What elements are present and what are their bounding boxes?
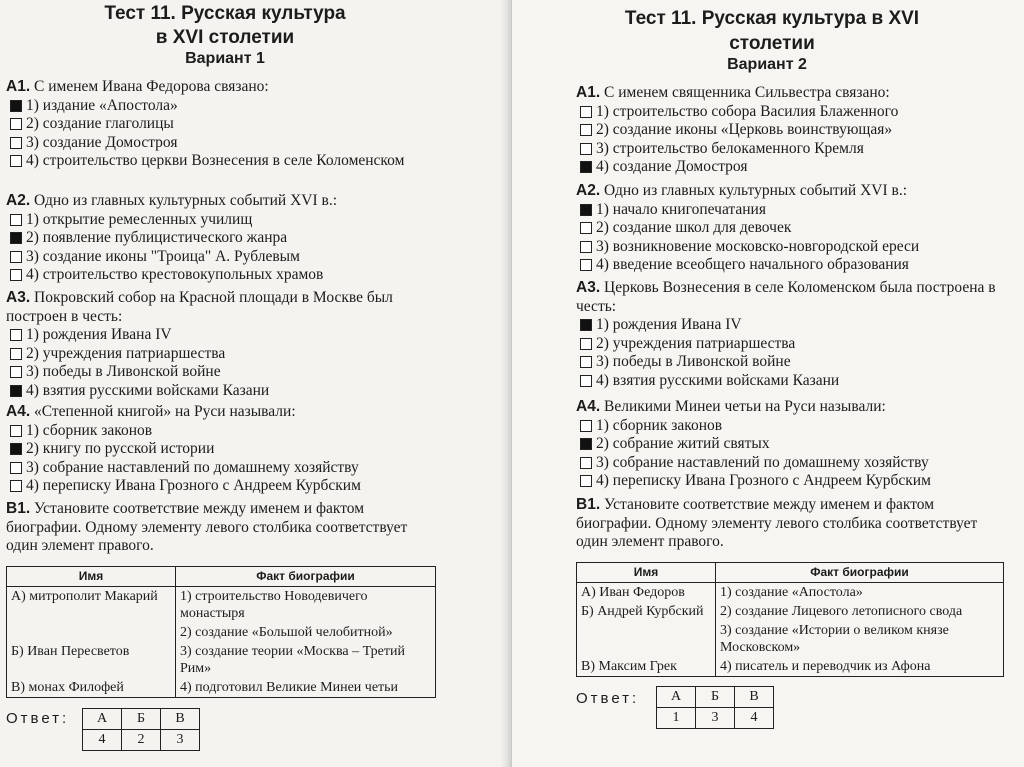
checkbox[interactable]	[580, 106, 592, 118]
option-label: 3) победы в Ливонской войне	[26, 363, 221, 380]
option-label: 4) создание Домостроя	[596, 158, 748, 175]
question-text: Покровский собор на Красной площади в Москве был построен в честь:	[6, 289, 393, 325]
checkbox[interactable]	[10, 100, 22, 112]
matching-table	[576, 562, 1004, 677]
question-text: Установите соответствие между именем и фактом биографии. Одному элементу левого столбика соответствует один элемент правого.	[576, 496, 978, 550]
option[interactable]	[6, 152, 446, 171]
column-header: Факт биографии	[176, 567, 436, 587]
question-number: A2.	[6, 192, 31, 209]
answer-header: Б	[122, 709, 161, 730]
checkbox[interactable]	[10, 385, 22, 397]
checkbox[interactable]	[580, 124, 592, 136]
checkbox[interactable]	[580, 241, 592, 253]
answer-cell[interactable]: 1	[657, 708, 696, 729]
question-number: A4.	[6, 403, 31, 420]
option-label: 4) взятия русскими войсками Казани	[26, 381, 270, 399]
option[interactable]	[6, 266, 446, 285]
checkbox[interactable]	[580, 143, 592, 155]
option[interactable]	[6, 115, 446, 134]
table-cell: Б) Андрей Курбский	[577, 602, 716, 621]
question-number: A2.	[576, 182, 601, 199]
checkbox[interactable]	[580, 338, 592, 350]
option[interactable]	[6, 229, 446, 248]
checkbox[interactable]	[580, 475, 592, 487]
option-label: 1) начало книгопечатания	[596, 200, 766, 218]
checkbox[interactable]	[10, 251, 22, 263]
option[interactable]	[576, 353, 1000, 372]
option-label: 1) сборник законов	[26, 421, 153, 439]
option[interactable]	[576, 256, 1006, 275]
checkbox[interactable]	[10, 118, 22, 130]
table-row	[577, 657, 1004, 677]
option[interactable]	[576, 140, 1006, 159]
option[interactable]	[576, 201, 1006, 220]
checkbox[interactable]	[10, 462, 22, 474]
table-row	[7, 642, 436, 678]
option-label: 1) строительство собора Василия Блаженного	[596, 102, 899, 120]
option[interactable]	[576, 238, 1006, 257]
question-number: A3.	[576, 279, 601, 296]
checkbox[interactable]	[10, 232, 22, 244]
table-cell: 2) создание «Большой челобитной»	[176, 623, 436, 642]
variant-label: Вариант 1	[185, 50, 265, 67]
question-text: «Степенной книгой» на Руси называли:	[34, 403, 296, 420]
option-label: 1) рождения Ивана IV	[26, 326, 172, 343]
option[interactable]	[576, 316, 1000, 335]
question-text: Церковь Вознесения в селе Коломенском была построена в честь:	[576, 279, 996, 315]
answer-cell[interactable]: 3	[696, 708, 735, 729]
checkbox[interactable]	[10, 214, 22, 226]
answer-cell[interactable]: 4	[83, 730, 122, 751]
answer-header: А	[657, 687, 696, 708]
checkbox[interactable]	[580, 319, 592, 331]
question-a4	[576, 398, 1006, 491]
option-label: 4) переписку Ивана Грозного с Андреем Курбским	[596, 472, 931, 489]
option-label: 2) создание школ для девочек	[596, 219, 792, 236]
table-cell: 4) подготовил Великие Минеи четьи	[176, 678, 436, 698]
table-row	[7, 678, 436, 698]
option-label: 2) учреждения патриаршества	[596, 334, 796, 352]
question-text: Одно из главных культурных событий XVI в.:	[604, 182, 908, 199]
table-cell: 1) строительство Новодевичего монастыря	[176, 587, 436, 624]
option-label: 1) рождения Ивана IV	[596, 316, 742, 333]
left-page	[0, 0, 508, 767]
question-number: B1.	[6, 500, 31, 517]
option[interactable]	[6, 97, 446, 116]
option-label: 1) сборник законов	[596, 416, 723, 434]
answer-cell[interactable]: 2	[122, 730, 161, 751]
answer-cell[interactable]: 3	[161, 730, 200, 751]
option-label: 4) введение всеобщего начального образования	[596, 256, 909, 273]
option[interactable]	[6, 440, 446, 459]
option[interactable]	[576, 103, 1006, 122]
column-header: Имя	[577, 563, 716, 583]
right-page	[512, 0, 1024, 767]
table-row	[577, 583, 1004, 603]
checkbox[interactable]	[580, 420, 592, 432]
option[interactable]	[576, 417, 1006, 436]
question-a2	[576, 182, 1006, 275]
table-cell: Б) Иван Пересветов	[7, 642, 176, 678]
question-text: Великими Минеи четьи на Руси называли:	[604, 398, 886, 415]
option[interactable]	[576, 372, 1000, 391]
option[interactable]	[576, 335, 1000, 354]
option-label: 3) собрание наставлений по домашнему хозяйству	[596, 453, 929, 471]
table-cell	[7, 623, 176, 642]
checkbox[interactable]	[580, 204, 592, 216]
answer-header: А	[83, 709, 122, 730]
option-label: 1) издание «Апостола»	[26, 96, 178, 114]
question-text: С именем священника Сильвестра связано:	[604, 84, 890, 101]
question-a1	[6, 78, 446, 171]
checkbox[interactable]	[580, 259, 592, 271]
checkbox[interactable]	[10, 137, 22, 149]
option[interactable]	[6, 382, 446, 401]
answer-table	[82, 708, 200, 751]
question-a1	[576, 84, 1006, 177]
checkbox[interactable]	[580, 356, 592, 368]
answer-cell[interactable]: 4	[735, 708, 774, 729]
answer-table	[656, 686, 774, 729]
option[interactable]	[576, 454, 1006, 473]
checkbox[interactable]	[580, 161, 592, 173]
title-line-2: в XVI столетии	[155, 27, 295, 48]
checkbox[interactable]	[580, 375, 592, 387]
answer-header: В	[735, 687, 774, 708]
table-cell: 3) создание теории «Москва – Третий Рим»	[176, 642, 436, 678]
table-cell	[577, 621, 716, 657]
option[interactable]	[6, 422, 446, 441]
table-cell: 4) писатель и переводчик из Афона	[716, 657, 1004, 677]
title-line-2: столетии	[729, 33, 815, 54]
option-label: 4) взятия русскими войсками Казани	[596, 371, 840, 389]
checkbox[interactable]	[10, 443, 22, 455]
option[interactable]	[576, 121, 1006, 140]
option[interactable]	[6, 326, 446, 345]
question-text: С именем Ивана Федорова связано:	[34, 78, 269, 95]
page-title	[572, 6, 972, 56]
option-label: 3) победы в Ливонской войне	[596, 353, 791, 370]
checkbox[interactable]	[10, 366, 22, 378]
option-label: 3) строительство белокаменного Кремля	[596, 139, 864, 157]
table-cell: 3) создание «Истории о великом князе Московском»	[716, 621, 1004, 657]
matching-table	[6, 566, 436, 698]
option-label: 4) строительство церкви Вознесения в селе Коломенском	[26, 152, 405, 169]
option-label: 2) создание иконы «Церковь воинствующая»	[596, 121, 893, 138]
checkbox[interactable]	[10, 155, 22, 167]
table-row	[577, 602, 1004, 621]
option[interactable]	[6, 459, 446, 478]
option-label: 3) собрание наставлений по домашнему хозяйству	[26, 458, 359, 476]
option[interactable]	[6, 345, 446, 364]
checkbox[interactable]	[580, 457, 592, 469]
option-label: 2) книгу по русской истории	[26, 440, 215, 457]
table-row	[7, 623, 436, 642]
checkbox[interactable]	[580, 438, 592, 450]
option[interactable]	[6, 134, 446, 153]
title-line-1: Тест 11. Русская культура	[104, 3, 346, 24]
table-row	[577, 621, 1004, 657]
option[interactable]	[6, 211, 446, 230]
checkbox[interactable]	[10, 425, 22, 437]
answer-header: В	[161, 709, 200, 730]
option-label: 2) создание глаголицы	[26, 115, 174, 132]
option-label: 3) создание Домостроя	[26, 133, 178, 151]
column-header: Имя	[7, 567, 176, 587]
question-text: Установите соответствие между именем и фактом биографии. Одному элементу левого столбика соответствует один элемент правого.	[6, 500, 408, 554]
question-a4	[6, 403, 446, 496]
answer-label: Ответ:	[576, 690, 640, 707]
option-label: 2) собрание житий святых	[596, 435, 770, 452]
option[interactable]	[576, 219, 1006, 238]
table-cell: В) монах Филофей	[7, 678, 176, 698]
question-number: A1.	[576, 84, 601, 101]
option[interactable]	[6, 363, 446, 382]
option-label: 2) учреждения патриаршества	[26, 344, 226, 362]
answer-label: Ответ:	[6, 710, 70, 727]
option-label: 4) строительство крестовокупольных храмов	[26, 266, 324, 283]
option[interactable]	[576, 472, 1006, 491]
option-label: 4) переписку Ивана Грозного с Андреем Курбским	[26, 477, 361, 494]
question-number: A1.	[6, 78, 31, 95]
checkbox[interactable]	[10, 480, 22, 492]
table-row	[7, 587, 436, 624]
column-header: Факт биографии	[716, 563, 1004, 583]
answer-header: Б	[696, 687, 735, 708]
question-a3	[6, 289, 446, 400]
question-a2	[6, 192, 446, 285]
question-number: B1.	[576, 496, 601, 513]
option-label: 2) появление публицистического жанра	[26, 229, 288, 246]
option[interactable]	[576, 158, 1006, 177]
option[interactable]	[6, 477, 446, 496]
option[interactable]	[576, 435, 1006, 454]
table-cell: А) Иван Федоров	[577, 583, 716, 603]
question-b1	[6, 500, 440, 556]
page-title	[60, 2, 390, 50]
question-a3	[576, 279, 1000, 390]
checkbox[interactable]	[10, 269, 22, 281]
option-label: 3) возникновение московско-новгородской ереси	[596, 237, 920, 255]
option[interactable]	[6, 248, 446, 267]
variant-label: Вариант 2	[727, 56, 807, 73]
question-number: A3.	[6, 289, 31, 306]
option-label: 1) открытие ремесленных училищ	[26, 210, 253, 228]
question-number: A4.	[576, 398, 601, 415]
table-cell: 1) создание «Апостола»	[716, 583, 1004, 603]
table-cell: В) Максим Грек	[577, 657, 716, 677]
option-label: 3) создание иконы "Троица" А. Рублевым	[26, 247, 300, 265]
checkbox[interactable]	[580, 222, 592, 234]
checkbox[interactable]	[10, 348, 22, 360]
question-b1	[576, 496, 996, 552]
table-cell: 2) создание Лицевого летописного свода	[716, 602, 1004, 621]
title-line-1: Тест 11. Русская культура в XVI	[624, 8, 920, 29]
checkbox[interactable]	[10, 329, 22, 341]
question-text: Одно из главных культурных событий XVI в.:	[34, 192, 338, 209]
table-cell: А) митрополит Макарий	[7, 587, 176, 624]
